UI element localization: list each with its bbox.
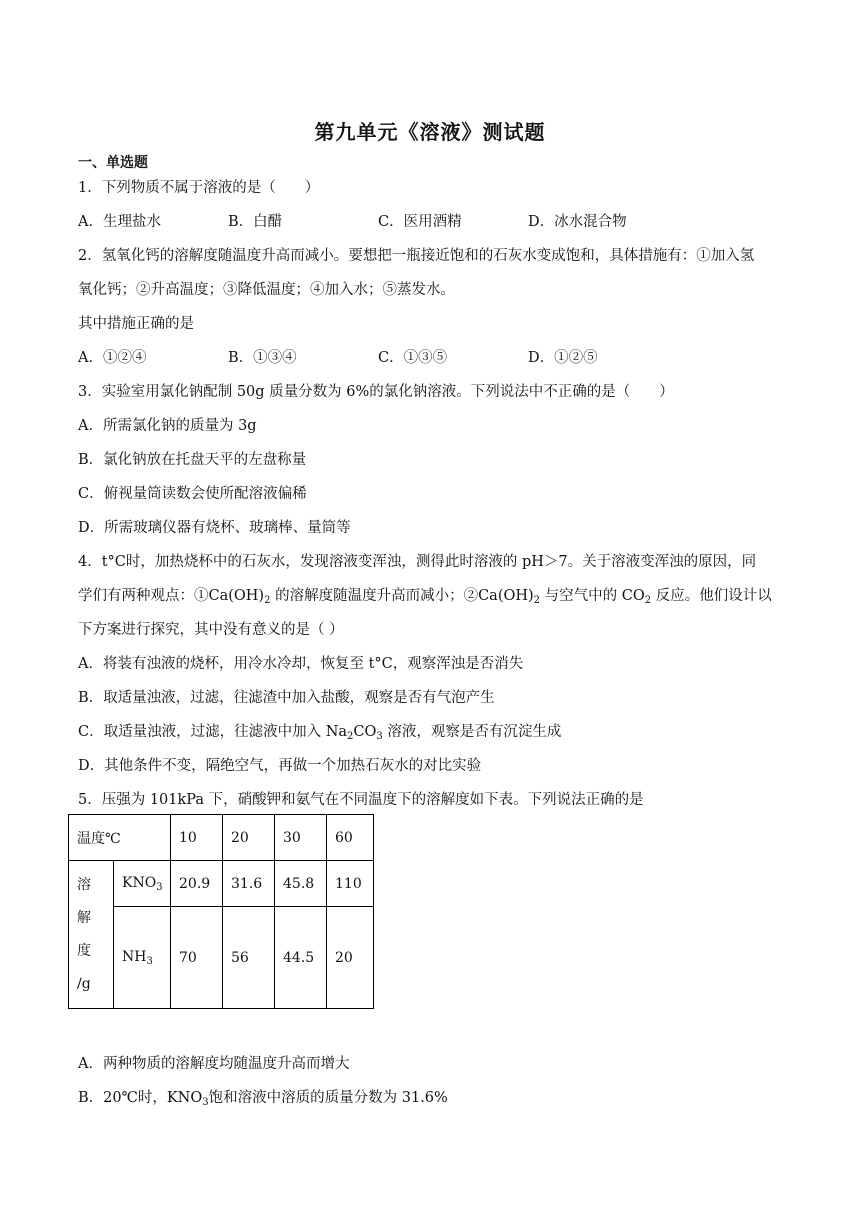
solubility-side-label: 溶 解 度 /g xyxy=(69,861,114,1009)
question-4-option-d: D．其他条件不变，隔绝空气，再做一个加热石灰水的对比实验 xyxy=(78,758,482,774)
question-3-option-c: C．俯视量筒读数会使所配溶液偏稀 xyxy=(78,486,307,502)
question-2-line-3: 其中措施正确的是 xyxy=(78,316,194,332)
temp-cell: 30 xyxy=(275,815,327,861)
value-cell: 44.5 xyxy=(275,907,327,1009)
value-cell: 110 xyxy=(327,861,374,907)
question-1-stem: 1．下列物质不属于溶液的是（ ） xyxy=(78,180,320,196)
option-b: B．①③④ xyxy=(228,350,297,366)
question-3-stem: 3．实验室用氯化钠配制 50g 质量分数为 6%的氯化钠溶液。下列说法中不正确的是（ ） xyxy=(78,384,674,400)
value-cell: 20.9 xyxy=(171,861,223,907)
temp-cell: 20 xyxy=(223,815,275,861)
question-4-option-c: C．取适量浊液，过滤，往滤液中加入 $Na_2CO_3$ 溶液，观察是否有沉淀生成 xyxy=(78,724,562,742)
question-3-option-a: A．所需氯化钠的质量为 3g xyxy=(78,418,257,434)
question-1-options xyxy=(78,212,627,232)
value-cell: 20 xyxy=(327,907,374,1009)
option-b: B．白醋 xyxy=(228,214,283,230)
question-2-line-2: 氧化钙；②升高温度；③降低温度；④加入水；⑤蒸发水。 xyxy=(78,282,455,298)
value-cell: 31.6 xyxy=(223,861,275,907)
temp-cell: 10 xyxy=(171,815,223,861)
option-d: D．冰水混合物 xyxy=(528,214,627,230)
question-4-line-1: 4．t°C时，加热烧杯中的石灰水，发现溶液变浑浊，测得此时溶液的 pH＞7。关于溶液变浑浊的原因，同 xyxy=(78,554,757,570)
temp-cell: 60 xyxy=(327,815,374,861)
question-5-option-b: B．20℃时，$KNO_3$饱和溶液中溶质的质量分数为 31.6% xyxy=(78,1090,448,1108)
page-title: 第九单元《溶液》测试题 xyxy=(314,120,546,144)
option-c: C．①③⑤ xyxy=(378,350,448,366)
value-cell: 70 xyxy=(171,907,223,1009)
question-2-options xyxy=(78,348,598,368)
question-4-option-a: A．将装有浊液的烧杯，用冷水冷却，恢复至 t°C，观察浑浊是否消失 xyxy=(78,656,524,672)
value-cell: 56 xyxy=(223,907,275,1009)
question-4-line-2: 学们有两种观点：$①Ca(OH)_2$ 的溶解度随温度升高而减小；$②Ca(OH)_2$ 与空气中的 $CO_2$ 反应。他们设计以 xyxy=(78,588,772,606)
question-4-option-b: B．取适量浊液，过滤，往滤渣中加入盐酸，观察是否有气泡产生 xyxy=(78,690,495,706)
table-header-row xyxy=(69,815,374,861)
table-row-kno3 xyxy=(69,861,374,907)
question-3-option-b: B．氯化钠放在托盘天平的左盘称量 xyxy=(78,452,307,468)
question-2-line-1: 2．氢氧化钙的溶解度随温度升高而减小。要想把一瓶接近饱和的石灰水变成饱和，具体措施有：①加入氢 xyxy=(78,248,755,264)
option-d: D．①②⑤ xyxy=(528,350,598,366)
question-4-line-3: 下方案进行探究，其中没有意义的是（ ） xyxy=(78,622,344,638)
solubility-table xyxy=(68,814,374,1009)
option-a: A．①②④ xyxy=(78,350,147,366)
question-5-option-a: A．两种物质的溶解度均随温度升高而增大 xyxy=(78,1056,350,1072)
option-a: A．生理盐水 xyxy=(78,214,161,230)
option-c: C．医用酒精 xyxy=(378,214,462,230)
question-5-stem: 5．压强为 101kPa 下，硝酸钾和氨气在不同温度下的溶解度如下表。下列说法正确的是 xyxy=(78,792,644,808)
section-heading: 一、单选题 xyxy=(78,155,148,171)
kno3-label-cell: $KNO_3$ xyxy=(114,861,171,907)
nh3-label-cell: $NH_3$ xyxy=(114,907,171,1009)
question-3-option-d: D．所需玻璃仪器有烧杯、玻璃棒、量筒等 xyxy=(78,520,351,536)
temperature-label-cell: 温度℃ xyxy=(69,815,171,861)
table-row-nh3 xyxy=(69,907,374,1009)
value-cell: 45.8 xyxy=(275,861,327,907)
